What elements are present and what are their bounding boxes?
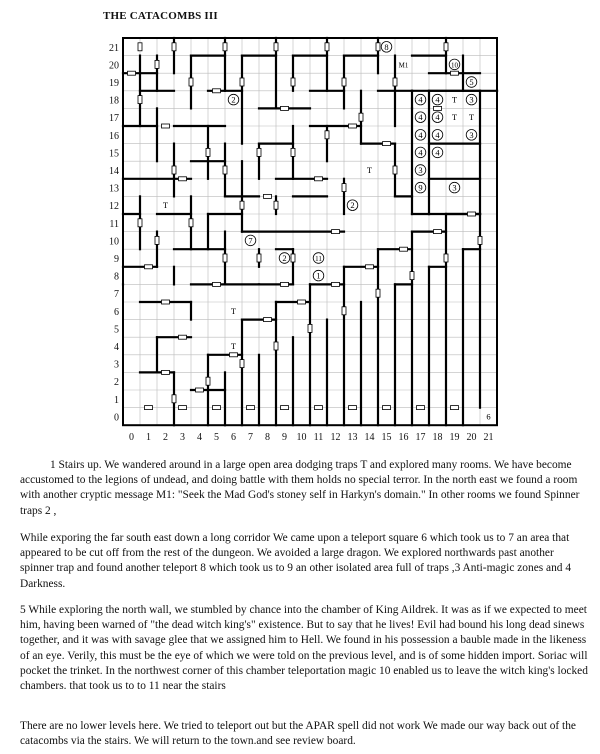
- col-label: 16: [398, 432, 409, 440]
- door: [172, 166, 176, 174]
- door: [315, 177, 323, 181]
- door: [264, 318, 272, 322]
- door: [383, 142, 391, 146]
- row-label: 11: [109, 218, 119, 230]
- col-label: 15: [381, 432, 392, 440]
- door: [393, 166, 397, 174]
- door: [155, 60, 159, 68]
- door: [172, 395, 176, 403]
- door: [315, 406, 323, 410]
- paragraph-1-text: 1 Stairs up. We wandered around in a large open area dodging traps T and explored many rooms. We have become accustomed to the legions of undead, and doing battle with them holds no special terror. In the north east we found a room with another cryptic message M1: "Seek the Mad God's stoney self in Harkyn's domain." In other rooms we found Spinner traps 2 ,: [20, 459, 580, 517]
- door: [349, 406, 357, 410]
- col-label: 19: [449, 432, 460, 440]
- door: [206, 377, 210, 385]
- map-marker-label: 4: [435, 112, 440, 123]
- door: [179, 406, 187, 410]
- door: [145, 265, 153, 269]
- row-label: 18: [109, 95, 119, 107]
- door: [138, 96, 142, 104]
- map-marker-label: 4: [418, 94, 423, 105]
- row-label: 9: [114, 254, 119, 265]
- row-label: 21: [109, 42, 119, 54]
- row-label: 7: [114, 289, 119, 301]
- paragraph-4: [20, 719, 588, 749]
- door: [325, 43, 329, 51]
- col-label: 14: [364, 432, 375, 440]
- door: [128, 71, 136, 75]
- map-marker-label: T: [451, 94, 458, 105]
- door: [179, 177, 187, 181]
- door: [257, 254, 261, 262]
- door: [342, 78, 346, 86]
- row-label: 14: [109, 166, 119, 177]
- door: [179, 335, 187, 339]
- map-marker-label: 4: [435, 94, 440, 105]
- row-label: 16: [109, 130, 119, 142]
- row-label: 13: [109, 183, 119, 195]
- row-label: 10: [109, 236, 119, 248]
- col-label: 0: [129, 432, 134, 440]
- door: [281, 106, 289, 110]
- map-marker-label: 3: [469, 129, 474, 140]
- row-label: 2: [114, 377, 119, 389]
- row-label: 3: [114, 359, 119, 371]
- door: [240, 78, 244, 86]
- map-marker-label: 4: [435, 147, 440, 158]
- door: [434, 106, 442, 110]
- door: [213, 282, 221, 286]
- row-label: 1: [114, 394, 119, 406]
- map-marker-label: 3: [452, 182, 457, 193]
- row-label: 19: [109, 78, 119, 89]
- map-marker-label: 1: [316, 270, 321, 281]
- door: [274, 43, 278, 51]
- door: [213, 89, 221, 93]
- door: [172, 43, 176, 51]
- door: [281, 282, 289, 286]
- door: [138, 219, 142, 227]
- door: [274, 342, 278, 350]
- door: [393, 78, 397, 86]
- door: [444, 254, 448, 262]
- col-label: 20: [466, 432, 477, 440]
- door: [451, 71, 459, 75]
- map-marker-label: 2: [282, 253, 287, 263]
- door: [162, 300, 170, 304]
- door: [451, 406, 459, 410]
- map-marker-label: 4: [418, 129, 423, 140]
- paragraph-2: [20, 531, 588, 592]
- col-label: 10: [296, 432, 307, 440]
- door: [257, 148, 261, 156]
- map-marker-label: T: [451, 112, 458, 123]
- door: [189, 219, 193, 227]
- map-marker-label: 4: [418, 112, 423, 123]
- map-marker-label: 8: [384, 41, 389, 52]
- col-label: 2: [163, 432, 168, 440]
- door: [162, 370, 170, 374]
- row-label: 8: [114, 271, 119, 283]
- col-label: 8: [265, 432, 270, 440]
- map-marker-label: T: [468, 112, 475, 123]
- map-marker-label: 9: [418, 182, 423, 193]
- col-label: 13: [347, 432, 358, 440]
- paragraph-4-text: There are no lower levels here. We tried to teleport out but the APAR spell did not work We made our way back out of the catacombs via the stairs. We will return to the town.and see review board.: [20, 720, 576, 748]
- door: [400, 247, 408, 251]
- row-label: 6: [114, 306, 119, 318]
- map-marker-label: T: [162, 200, 169, 211]
- map-marker-label: 3: [469, 94, 474, 105]
- col-label: 3: [180, 432, 185, 440]
- row-label: 17: [109, 113, 119, 125]
- map-marker-label: M1: [398, 61, 409, 70]
- door: [376, 289, 380, 297]
- col-label: 9: [282, 432, 287, 440]
- door: [359, 113, 363, 121]
- paragraph-1: [20, 458, 588, 519]
- door: [349, 124, 357, 128]
- door: [206, 148, 210, 156]
- door: [291, 78, 295, 86]
- door: [138, 43, 142, 51]
- door: [332, 282, 340, 286]
- col-label: 4: [197, 432, 202, 440]
- page-title: THE CATACOMBS III: [103, 10, 218, 22]
- map-marker-label: 7: [248, 235, 253, 246]
- door: [196, 388, 204, 392]
- paragraph-3-text: 5 While exploring the north wall, we stumbled by chance into the chamber of King Aildrek. It was as if we expected to meet him, having been warned of "the dead witch king's" existence. But to say that he lives! Evil had bound his long dead sinews together, and it was with savage glee that we assigned him to Hell. We found in his possession a bauble made in the likeness of an eye. Verily, this must be the eye of which we were told on the previous level, and is of some hidden import. Soriac will pocket the trinket. In the northwest corner of this chamber teleportation magic 10 enabled us to leave the witch king's locked chambers. that took us to to 11 near the stairs: [20, 604, 588, 693]
- door: [342, 184, 346, 192]
- row-label: 5: [114, 324, 119, 336]
- paragraph-3: [20, 603, 588, 694]
- door: [291, 148, 295, 156]
- col-label: 21: [483, 432, 494, 440]
- row-label: 0: [114, 412, 119, 424]
- door: [308, 324, 312, 332]
- door: [230, 353, 238, 357]
- row-label: 20: [109, 60, 119, 72]
- door: [240, 360, 244, 368]
- door: [145, 406, 153, 410]
- map-marker-label: T: [230, 341, 237, 351]
- map-marker-label: 4: [435, 129, 440, 140]
- door: [223, 43, 227, 51]
- door: [264, 194, 272, 198]
- door: [410, 272, 414, 280]
- map-marker-label: 5: [469, 77, 474, 87]
- map-marker-label: 4: [418, 147, 423, 158]
- col-label: 11: [313, 432, 324, 440]
- paragraph-2-text: While exporing the far south east down a long corridor We came upon a teleport square 6 which took us to 7 an area that appeared to be cut off from the rest of the dungeon. We avoided a large dragon. We explored northwards past another spinner trap and found another teleport 8 which took us to 9 an other isolated area full of traps ,3 Anti-magic zones and 4 Darkness.: [20, 532, 572, 590]
- door: [444, 43, 448, 51]
- door: [240, 201, 244, 209]
- door: [366, 265, 374, 269]
- door: [468, 212, 476, 216]
- map-marker-label: T: [230, 305, 237, 316]
- col-label: 1: [146, 432, 151, 440]
- map-marker-label: 11: [315, 255, 322, 263]
- door: [155, 236, 159, 244]
- row-label: 4: [114, 342, 119, 353]
- col-label: 5: [214, 432, 219, 440]
- door: [223, 254, 227, 262]
- map-marker-label: 2: [350, 200, 355, 211]
- door: [281, 406, 289, 410]
- door: [417, 406, 425, 410]
- map-marker-label: T: [366, 165, 373, 175]
- col-label: 6: [231, 432, 236, 440]
- map-marker-label: 6: [486, 411, 491, 422]
- door: [291, 254, 295, 262]
- door: [189, 78, 193, 86]
- col-label: 12: [330, 432, 341, 440]
- door: [383, 406, 391, 410]
- row-label: 12: [109, 201, 119, 213]
- door: [342, 307, 346, 315]
- door: [376, 43, 380, 51]
- door: [434, 230, 442, 234]
- door: [332, 230, 340, 234]
- door: [223, 166, 227, 174]
- door: [213, 406, 221, 410]
- door: [325, 131, 329, 139]
- map-marker-label: 2: [231, 94, 236, 105]
- door: [274, 201, 278, 209]
- col-label: 7: [248, 432, 253, 440]
- door: [298, 300, 306, 304]
- door: [247, 406, 255, 410]
- map-marker-label: 10: [451, 61, 458, 70]
- row-label: 15: [109, 148, 119, 160]
- col-label: 18: [432, 432, 443, 440]
- map-marker-label: 3: [418, 165, 423, 175]
- col-label: 17: [415, 432, 426, 440]
- door: [478, 236, 482, 244]
- door: [162, 124, 170, 128]
